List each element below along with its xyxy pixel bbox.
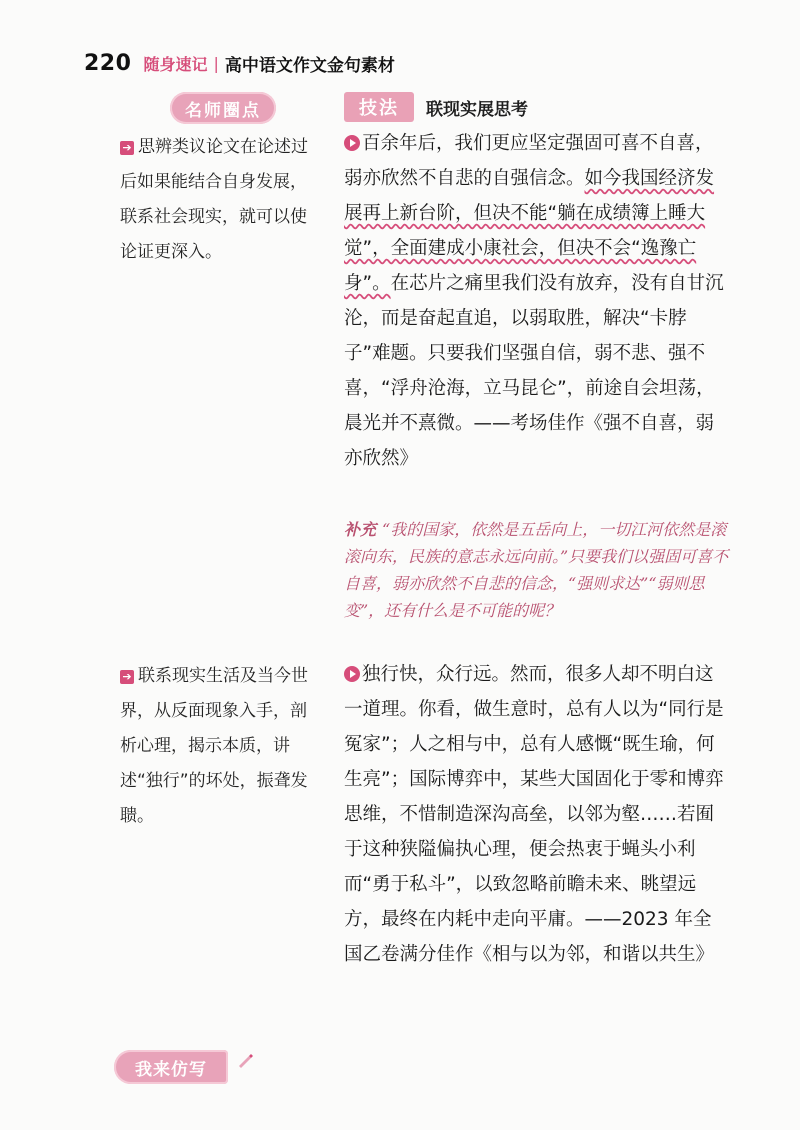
technique-tag: 技法 [344, 92, 414, 122]
page-header [84, 46, 395, 80]
side-note-2 [120, 659, 322, 834]
play-bullet-icon [344, 135, 360, 151]
excerpt-1-highlight: 如今我国经济发展再上新台阶，但决不能“躺在成绩簿上睡大觉”，全面建成小康社会，但决不会“逸豫亡身”。 [344, 168, 715, 294]
excerpt-1 [344, 126, 728, 476]
supplement-note [344, 516, 730, 624]
imitate-writing-tag: 我来仿写 [114, 1050, 228, 1084]
pencil-icon [236, 1050, 256, 1070]
excerpt-1-part-3: 在芯片之痛里我们没有放弃，没有自甘沉沦，而是奋起直追，以弱取胜，解决“卡脖子”难题。只要我们坚强自信，弱不悲、强不喜，“浮舟沧海，立马昆仑”，前途自会坦荡，晨光并不熹微。——考场佳作《强不自喜，弱亦欣然》 [344, 273, 724, 469]
excerpt-1-part-1: 百余年后，我们更应坚定强固可喜不自喜，弱亦欣然不自悲的自强信念。 [344, 133, 714, 189]
side-note-2-text: 联系现实生活及当今世界，从反面现象入手，剖析心理，揭示本质，讲述“独行”的坏处，振聋发聩。 [120, 666, 308, 826]
technique-title: 联现实展思考 [426, 99, 528, 120]
page-number: 220 [84, 50, 132, 76]
excerpt-2 [344, 657, 728, 972]
header-separator: | [213, 53, 219, 73]
supplement-text: “我的国家，依然是五岳向上，一切江河依然是滚滚向东，民族的意志永远向前。”只要我们以强固可喜不自喜，弱亦欣然不自悲的信念，“强则求达”“弱则思变”，还有什么是不可能的呢？ [344, 520, 729, 620]
side-note-1-text: 思辨类议论文在论述过后如果能结合自身发展，联系社会现实，就可以使论证更深入。 [120, 137, 308, 262]
side-note-1 [120, 130, 322, 270]
play-bullet-icon [344, 666, 360, 682]
book-title: 高中语文作文金句素材 [224, 55, 395, 76]
teacher-notes-tag: 名师圈点 [170, 92, 276, 124]
arrow-icon: ➔ [120, 141, 134, 155]
arrow-icon: ➔ [120, 670, 134, 684]
supplement-label: 补充 [344, 520, 377, 539]
excerpt-2-text: 独行快，众行远。然而，很多人却不明白这一道理。你看，做生意时，总有人以为“同行是冤家”；人之相与中，总有人感慨“既生瑜，何生亮”；国际博弈中，某些大国固化于零和博弈思维，不惜制造深沟高垒，以邻为壑……若囿于这种狭隘偏执心理，便会热衷于蝇头小利而“勇于私斗”，以致忽略前瞻未来、眺望远方，最终在内耗中走向平庸。——2023 年全国乙卷满分佳作《相与以为邻，和谐以共生》 [344, 664, 724, 965]
series-name: 随身速记 [143, 54, 208, 74]
